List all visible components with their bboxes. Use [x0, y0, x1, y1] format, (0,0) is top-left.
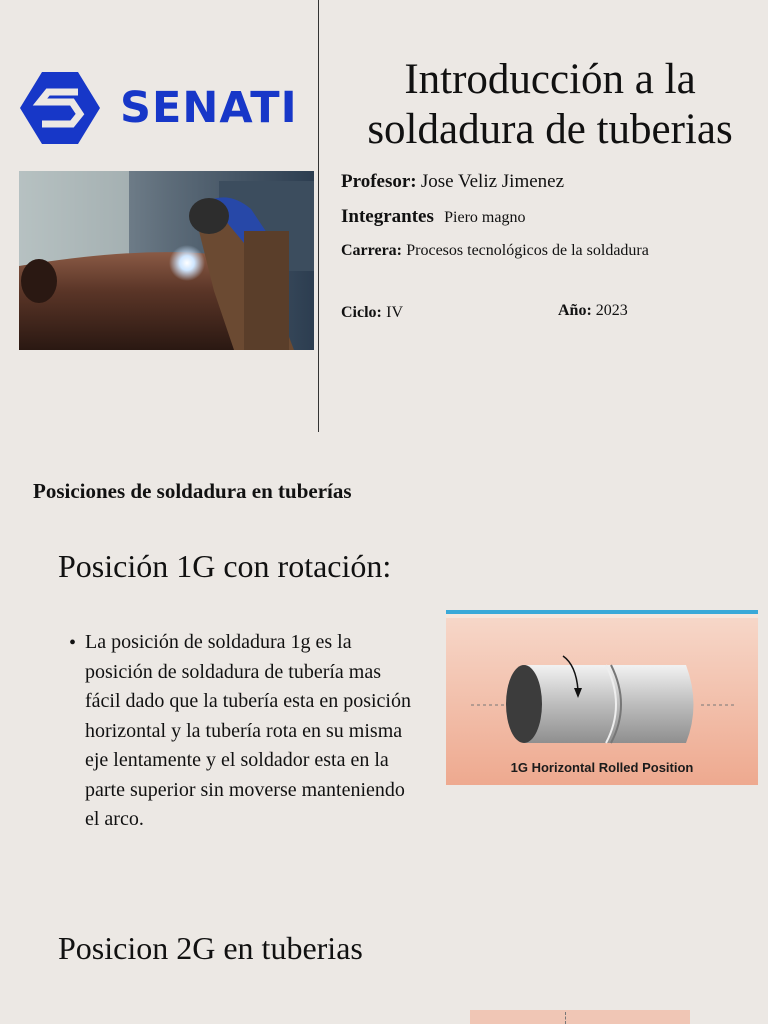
profesor-value: Jose Veliz Jimenez	[420, 171, 565, 192]
carrera-value: Procesos tecnológicos de la soldadura	[406, 242, 649, 259]
title-line-2: soldadura de tuberias	[367, 106, 733, 153]
ciclo-label: Ciclo:	[341, 304, 382, 321]
integrantes-value: Piero magno	[444, 209, 526, 226]
page-title	[330, 55, 768, 155]
profesor-row	[341, 171, 564, 193]
position-2g-heading: Posicion 2G en tuberias	[58, 930, 363, 966]
title-line-1: Introducción a la	[404, 56, 696, 103]
welding-photo	[19, 171, 314, 350]
anio-value: 2023	[595, 302, 628, 319]
position-1g-heading: Posición 1G con rotación:	[58, 548, 392, 584]
integrantes-row	[341, 206, 525, 228]
ciclo-row	[341, 302, 403, 322]
diagram2-centerline	[565, 1012, 567, 1024]
position-2g-diagram	[470, 1010, 690, 1024]
bullet-marker: •	[69, 632, 77, 654]
logo-wordmark: SENATI	[120, 83, 298, 133]
carrera-row	[341, 240, 649, 260]
position-1g-description: La posición de soldadura 1g es la posición de soldadura de tubería mas fácil dado que la tubería esta en posición horizontal y la tubería rota en su misma eje lentamente y el soldador esta en la parte superior sin moverse manteniendo el arco.	[85, 631, 411, 830]
profesor-label: Profesor:	[341, 171, 417, 192]
position-1g-diagram	[446, 610, 758, 785]
anio-row	[558, 302, 628, 320]
carrera-label: Carrera:	[341, 242, 402, 259]
diagram-caption: 1G Horizontal Rolled Position	[510, 760, 694, 775]
ciclo-value: IV	[386, 304, 404, 321]
vertical-divider	[318, 0, 319, 432]
anio-label: Año:	[558, 302, 592, 319]
integrantes-label: Integrantes	[341, 206, 434, 227]
section-heading: Posiciones de soldadura en tuberías	[33, 479, 352, 503]
senati-hexagon-logo-icon	[20, 72, 100, 144]
